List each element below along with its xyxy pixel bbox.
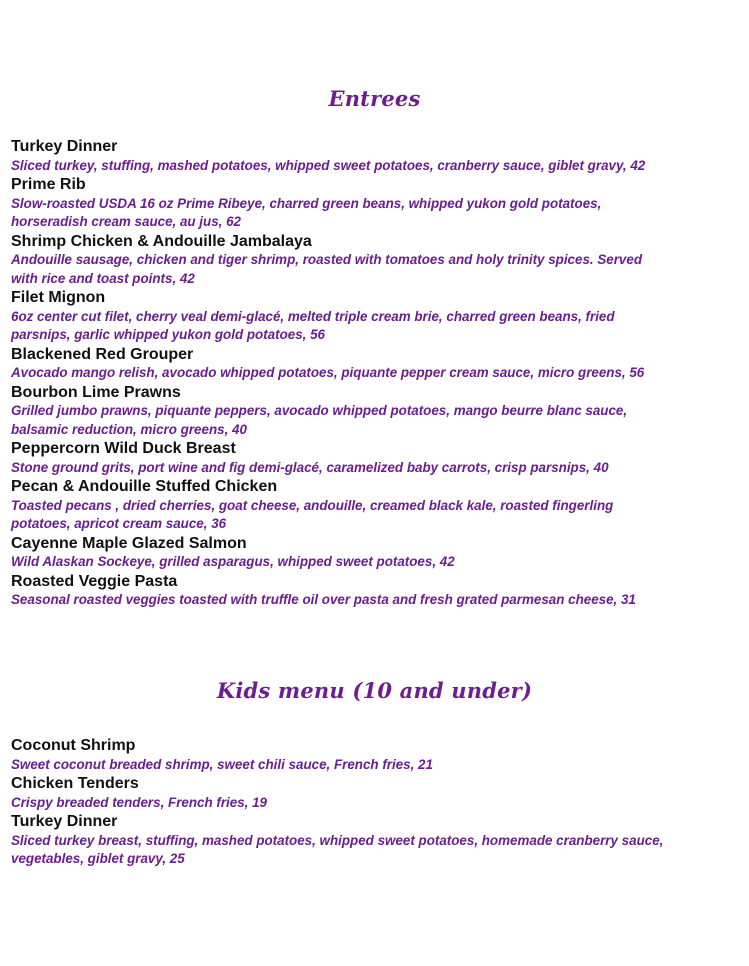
item-description: Sliced turkey, stuffing, mashed potatoes, whipped sweet potatoes, cranberry sauce, giblet gravy, 42 <box>11 157 646 173</box>
item-description: Stone ground grits, port wine and fig demi-glacé, caramelized baby carrots, crisp parsnips, 40 <box>11 459 609 475</box>
item-name: Coconut Shrimp <box>11 737 136 754</box>
item-name: Turkey Dinner <box>11 138 118 155</box>
menu-item <box>11 812 743 869</box>
item-name: Shrimp Chicken & Andouille Jambalaya <box>11 232 312 250</box>
item-name: Filet Mignon <box>11 289 106 306</box>
item-name: Cayenne Maple Glazed Salmon <box>11 534 247 552</box>
entrees-heading: Entrees <box>328 86 421 111</box>
menu-item <box>11 774 743 812</box>
entrees-list <box>11 137 743 610</box>
menu-item <box>11 439 743 477</box>
menu-item <box>11 137 743 175</box>
item-description: Slow-roasted USDA 16 oz Prime Ribeye, charred green beans, whipped yukon gold potatoes, horseradish cream sauce, au jus, 62 <box>11 195 602 229</box>
menu-item <box>11 477 743 534</box>
item-description: Avocado mango relish, avocado whipped potatoes, piquante pepper cream sauce, micro greens, 56 <box>11 365 645 380</box>
item-description: Toasted pecans , dried cherries, goat cheese, andouille, creamed black kale, roasted fingerling potatoes, apricot cream sauce, 36 <box>11 497 614 531</box>
item-description: Sweet coconut breaded shrimp, sweet chili sauce, French fries, 21 <box>11 756 433 772</box>
menu-item <box>11 572 743 610</box>
item-name: Turkey Dinner <box>11 813 118 830</box>
item-description: 6oz center cut filet, cherry veal demi-glacé, melted triple cream brie, charred green beans, fried parsnips, garlic whipped yukon gold potatoes, 56 <box>11 308 615 342</box>
item-name: Bourbon Lime Prawns <box>11 383 181 401</box>
kids-menu-list <box>11 736 743 869</box>
item-description: Wild Alaskan Sockeye, grilled asparagus, whipped sweet potatoes, 42 <box>11 554 455 569</box>
item-name: Chicken Tenders <box>11 775 139 792</box>
item-name: Peppercorn Wild Duck Breast <box>11 440 236 457</box>
menu-item <box>11 232 743 289</box>
item-name: Pecan & Andouille Stuffed Chicken <box>11 478 278 495</box>
menu-item <box>11 534 743 572</box>
item-description: Crispy breaded tenders, French fries, 19 <box>11 794 268 810</box>
item-name: Blackened Red Grouper <box>11 345 194 363</box>
menu-item <box>11 288 743 345</box>
item-description: Sliced turkey breast, stuffing, mashed potatoes, whipped sweet potatoes, homemade cranberry sauce, vegetables, giblet gravy, 25 <box>11 832 664 866</box>
menu-item <box>11 736 743 774</box>
item-name: Roasted Veggie Pasta <box>11 572 178 590</box>
item-description: Grilled jumbo prawns, piquante peppers, avocado whipped potatoes, mango beurre blanc sauce, balsamic reduction, micro greens, 40 <box>11 403 628 437</box>
kids-menu-heading: Kids menu (10 and under) <box>216 678 533 703</box>
menu-item <box>11 175 743 232</box>
item-name: Prime Rib <box>11 176 86 193</box>
item-description: Seasonal roasted veggies toasted with truffle oil over pasta and fresh grated parmesan cheese, 31 <box>11 592 636 607</box>
menu-item <box>11 383 743 440</box>
menu-item <box>11 345 743 383</box>
item-description: Andouille sausage, chicken and tiger shrimp, roasted with tomatoes and holy trinity spices. Served with rice and toast points, 42 <box>11 252 643 286</box>
